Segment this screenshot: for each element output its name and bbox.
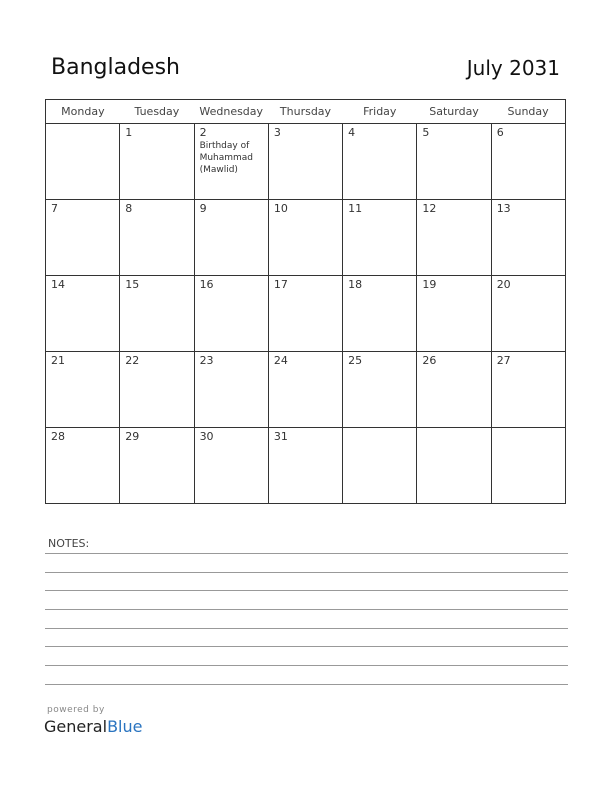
day-cell [268, 124, 342, 200]
day-cell [194, 276, 268, 352]
note-line [45, 665, 568, 666]
day-number: 6 [496, 126, 504, 139]
day-number: 31 [273, 430, 288, 443]
day-cell [268, 352, 342, 428]
weekday-header-row [46, 100, 566, 124]
day-cell [120, 124, 194, 200]
day-number: 29 [125, 430, 140, 443]
weekday-friday: Friday [343, 100, 417, 124]
country-title: Bangladesh [51, 55, 180, 80]
day-number: 28 [51, 430, 65, 443]
week-row [46, 124, 566, 200]
day-cell [417, 276, 491, 352]
day-number: 30 [199, 430, 214, 443]
day-number: 4 [348, 126, 356, 139]
day-number: 12 [422, 202, 437, 215]
day-cell [46, 352, 120, 428]
day-number: 21 [51, 354, 65, 367]
day-cell [46, 428, 120, 504]
day-cell [268, 200, 342, 276]
day-cell [120, 352, 194, 428]
day-number: 18 [348, 278, 363, 291]
day-cell [120, 276, 194, 352]
day-cell [417, 428, 491, 504]
day-cell [417, 352, 491, 428]
week-row [46, 200, 566, 276]
day-cell [343, 200, 417, 276]
week-row [46, 276, 566, 352]
weekday-sunday: Sunday [491, 100, 565, 124]
day-number: 13 [496, 202, 511, 215]
note-line [45, 684, 568, 685]
day-cell [491, 124, 565, 200]
day-number: 16 [199, 278, 214, 291]
notes-label: NOTES: [48, 537, 90, 550]
month-title: July 2031 [466, 56, 560, 80]
day-number: 2 [199, 126, 207, 139]
day-number: 17 [273, 278, 288, 291]
day-number: 27 [496, 354, 511, 367]
day-cell [343, 124, 417, 200]
weekday-saturday: Saturday [417, 100, 491, 124]
day-cell [491, 276, 565, 352]
day-number: 25 [348, 354, 363, 367]
day-cell [268, 276, 342, 352]
day-cell [194, 124, 268, 200]
day-number: 8 [125, 202, 133, 215]
day-number: 23 [199, 354, 214, 367]
note-line [45, 572, 568, 573]
day-number: 7 [51, 202, 58, 215]
day-cell [343, 352, 417, 428]
weekday-wednesday: Wednesday [194, 100, 268, 124]
note-line [45, 609, 568, 610]
day-cell [194, 428, 268, 504]
day-number: 5 [422, 126, 430, 139]
day-number: 20 [496, 278, 511, 291]
note-line [45, 590, 568, 591]
note-line [45, 553, 568, 554]
day-number: 14 [51, 278, 65, 291]
note-line [45, 646, 568, 647]
day-number: 15 [125, 278, 140, 291]
powered-by-text: powered by [47, 705, 105, 715]
day-number: 1 [125, 126, 133, 139]
day-number: 24 [273, 354, 288, 367]
weekday-thursday: Thursday [268, 100, 342, 124]
day-cell [120, 200, 194, 276]
day-number: 3 [273, 126, 281, 139]
day-cell [46, 124, 120, 200]
day-cell [194, 352, 268, 428]
day-cell [120, 428, 194, 504]
day-number: 11 [348, 202, 363, 215]
day-number: 10 [273, 202, 288, 215]
day-number: 19 [422, 278, 437, 291]
day-cell [343, 276, 417, 352]
brand-blue: Blue [107, 717, 143, 736]
day-cell [46, 276, 120, 352]
day-cell [46, 200, 120, 276]
weekday-monday: Monday [46, 100, 120, 124]
day-cell [268, 428, 342, 504]
day-cell [491, 200, 565, 276]
day-cell [194, 200, 268, 276]
day-cell [417, 124, 491, 200]
generalblue-logo [44, 717, 142, 736]
note-line [45, 628, 568, 629]
week-row [46, 428, 566, 504]
day-cell [343, 428, 417, 504]
day-cell [417, 200, 491, 276]
week-row [46, 352, 566, 428]
weekday-tuesday: Tuesday [120, 100, 194, 124]
day-number: 26 [422, 354, 437, 367]
day-number: 22 [125, 354, 140, 367]
calendar-grid [45, 99, 566, 504]
holiday-event: Birthday of Muhammad (Mawlid) [199, 141, 254, 175]
day-cell [491, 428, 565, 504]
day-cell [491, 352, 565, 428]
day-number: 9 [199, 202, 207, 215]
brand-general: General [44, 717, 108, 736]
